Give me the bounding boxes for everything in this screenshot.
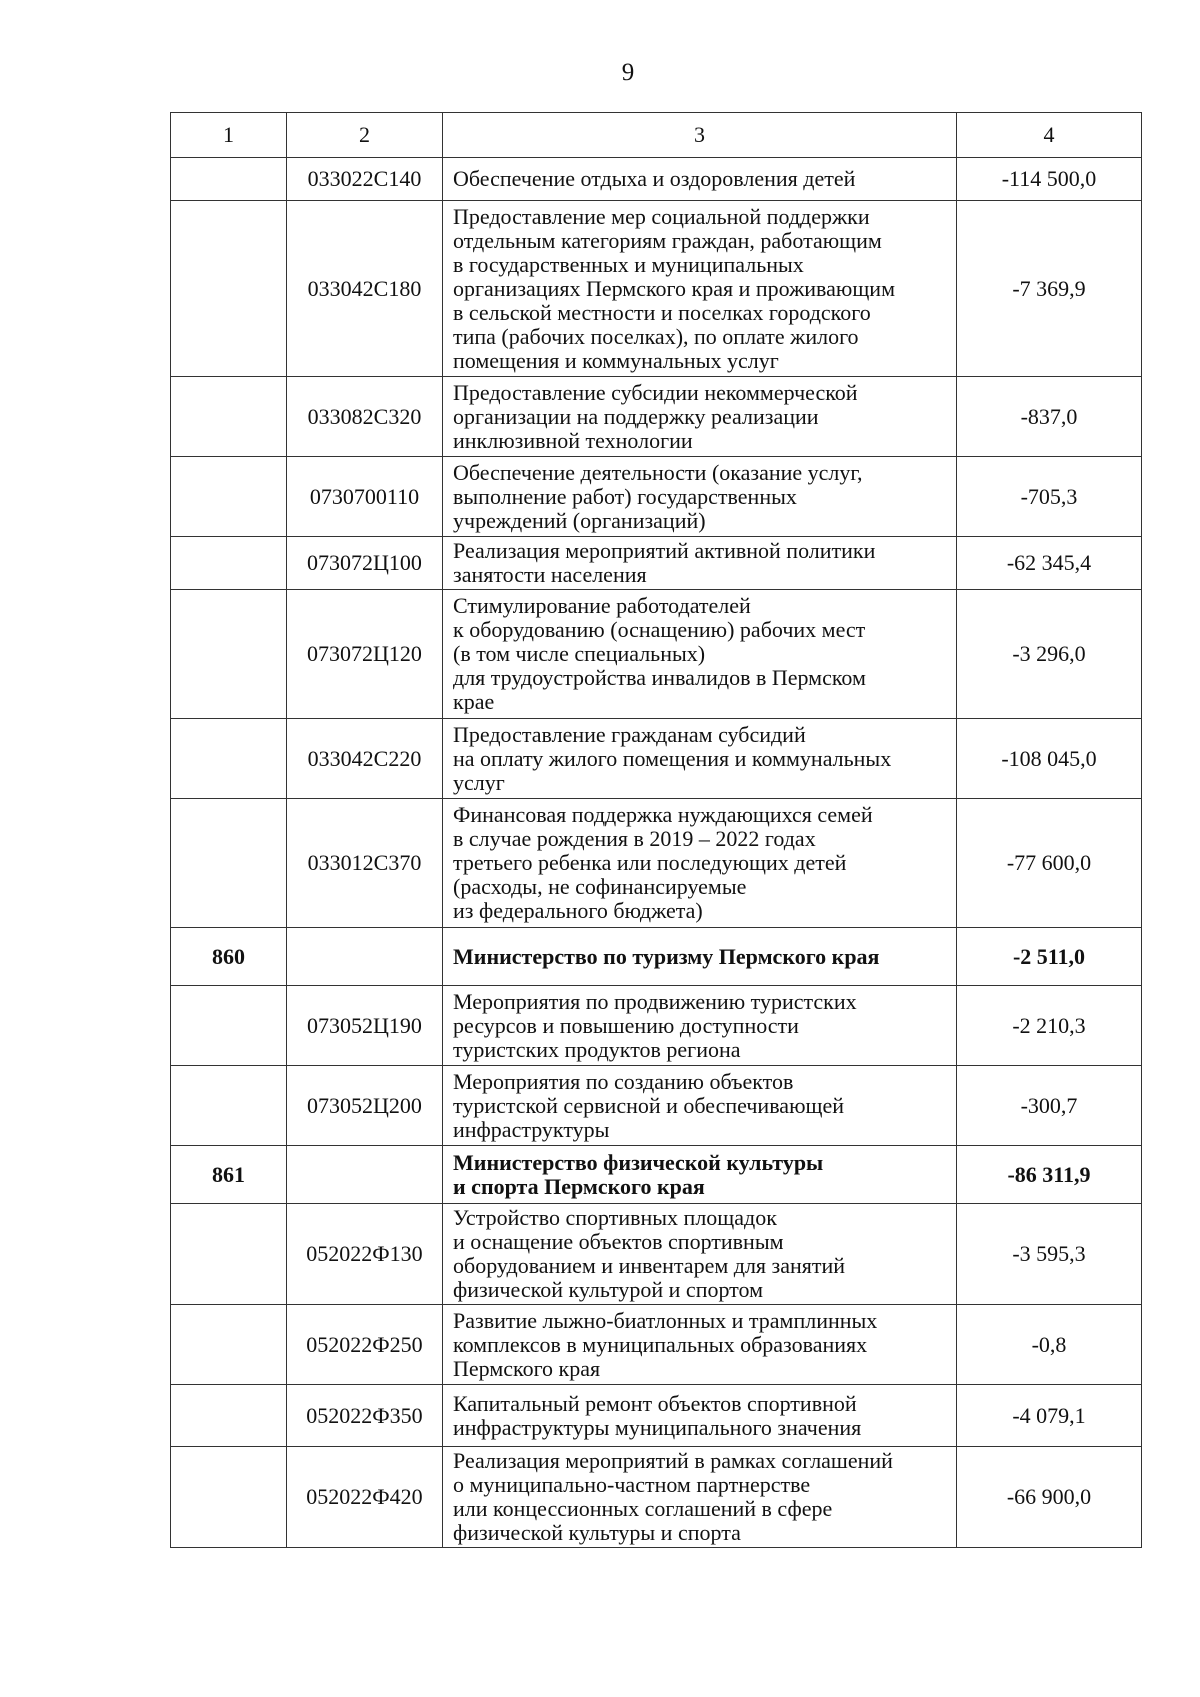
header-col-2: 2 [287, 113, 443, 158]
target-code-cell: 052022Ф420 [287, 1447, 443, 1548]
table-row [171, 1385, 1142, 1447]
table-row [171, 1447, 1142, 1548]
table-row [171, 457, 1142, 537]
dept-code-cell: 861 [171, 1146, 287, 1204]
amount-cell: -86 311,9 [957, 1146, 1142, 1204]
description-cell: Предоставление субсидии некоммерческой организации на поддержку реализации инклюзивной технологии [443, 377, 957, 457]
amount-cell: -4 079,1 [957, 1385, 1142, 1447]
table-row [171, 1305, 1142, 1385]
target-code-cell: 073072Ц120 [287, 590, 443, 719]
description-cell: Министерство физической культуры и спорта Пермского края [443, 1146, 957, 1204]
target-code-cell: 033042С180 [287, 201, 443, 377]
dept-code-cell [171, 457, 287, 537]
description-cell: Капитальный ремонт объектов спортивной инфраструктуры муниципального значения [443, 1385, 957, 1447]
description-cell: Министерство по туризму Пермского края [443, 928, 957, 986]
target-code-cell: 052022Ф350 [287, 1385, 443, 1447]
table-row [171, 537, 1142, 590]
amount-cell: -2 210,3 [957, 986, 1142, 1066]
target-code-cell: 033022С140 [287, 158, 443, 201]
table-row [171, 986, 1142, 1066]
table-section-row [171, 928, 1142, 986]
amount-cell: -66 900,0 [957, 1447, 1142, 1548]
table-row [171, 799, 1142, 928]
target-code-cell: 033012С370 [287, 799, 443, 928]
description-cell: Реализация мероприятий в рамках соглашений о муниципально-частном партнерстве или концессионных соглашений в сфере физической культуры и спорта [443, 1447, 957, 1548]
amount-cell: -3 296,0 [957, 590, 1142, 719]
target-code-cell [287, 928, 443, 986]
description-cell: Развитие лыжно-биатлонных и трамплинных комплексов в муниципальных образованиях Пермского края [443, 1305, 957, 1385]
table-header-row [171, 113, 1142, 158]
dept-code-cell [171, 1447, 287, 1548]
amount-cell: -114 500,0 [957, 158, 1142, 201]
description-cell: Обеспечение отдыха и оздоровления детей [443, 158, 957, 201]
description-cell: Мероприятия по продвижению туристских ресурсов и повышению доступности туристских продуктов региона [443, 986, 957, 1066]
table-row [171, 1066, 1142, 1146]
description-cell: Мероприятия по созданию объектов туристской сервисной и обеспечивающей инфраструктуры [443, 1066, 957, 1146]
description-cell: Реализация мероприятий активной политики занятости населения [443, 537, 957, 590]
table-row [171, 590, 1142, 719]
amount-cell: -705,3 [957, 457, 1142, 537]
target-code-cell: 073072Ц100 [287, 537, 443, 590]
table-row [171, 719, 1142, 799]
header-col-1: 1 [171, 113, 287, 158]
table-row [171, 1204, 1142, 1305]
dept-code-cell [171, 377, 287, 457]
description-cell: Стимулирование работодателей к оборудованию (оснащению) рабочих мест (в том числе специальных) для трудоустройства инвалидов в Пермском крае [443, 590, 957, 719]
dept-code-cell [171, 1204, 287, 1305]
dept-code-cell [171, 201, 287, 377]
dept-code-cell [171, 158, 287, 201]
target-code-cell: 033042С220 [287, 719, 443, 799]
target-code-cell: 073052Ц190 [287, 986, 443, 1066]
table-row [171, 377, 1142, 457]
amount-cell: -62 345,4 [957, 537, 1142, 590]
dept-code-cell [171, 1305, 287, 1385]
target-code-cell: 052022Ф250 [287, 1305, 443, 1385]
table-section-row [171, 1146, 1142, 1204]
amount-cell: -2 511,0 [957, 928, 1142, 986]
amount-cell: -108 045,0 [957, 719, 1142, 799]
amount-cell: -3 595,3 [957, 1204, 1142, 1305]
amount-cell: -7 369,9 [957, 201, 1142, 377]
description-cell: Устройство спортивных площадок и оснащение объектов спортивным оборудованием и инвентарем для занятий физической культурой и спортом [443, 1204, 957, 1305]
description-cell: Предоставление гражданам субсидий на оплату жилого помещения и коммунальных услуг [443, 719, 957, 799]
header-col-4: 4 [957, 113, 1142, 158]
header-col-3: 3 [443, 113, 957, 158]
amount-cell: -300,7 [957, 1066, 1142, 1146]
dept-code-cell [171, 986, 287, 1066]
dept-code-cell [171, 719, 287, 799]
dept-code-cell [171, 1385, 287, 1447]
description-cell: Предоставление мер социальной поддержки отдельным категориям граждан, работающим в государственных и муниципальных организациях Пермского края и проживающим в сельской местности и поселках городского типа (рабочих поселках), по оплате жилого помещения и коммунальных услуг [443, 201, 957, 377]
target-code-cell: 073052Ц200 [287, 1066, 443, 1146]
amount-cell: -0,8 [957, 1305, 1142, 1385]
dept-code-cell [171, 590, 287, 719]
dept-code-cell [171, 537, 287, 590]
dept-code-cell: 860 [171, 928, 287, 986]
dept-code-cell [171, 1066, 287, 1146]
description-cell: Финансовая поддержка нуждающихся семей в случае рождения в 2019 – 2022 годах третьего ребенка или последующих детей (расходы, не софинансируемые из федерального бюджета) [443, 799, 957, 928]
target-code-cell: 052022Ф130 [287, 1204, 443, 1305]
amount-cell: -837,0 [957, 377, 1142, 457]
amount-cell: -77 600,0 [957, 799, 1142, 928]
target-code-cell [287, 1146, 443, 1204]
page-number: 9 [621, 59, 635, 86]
table-row [171, 158, 1142, 201]
target-code-cell: 0730700110 [287, 457, 443, 537]
description-cell: Обеспечение деятельности (оказание услуг, выполнение работ) государственных учреждений (организаций) [443, 457, 957, 537]
dept-code-cell [171, 799, 287, 928]
budget-table-body [171, 113, 1142, 1548]
target-code-cell: 033082С320 [287, 377, 443, 457]
table-row [171, 201, 1142, 377]
budget-table [170, 112, 1142, 1548]
